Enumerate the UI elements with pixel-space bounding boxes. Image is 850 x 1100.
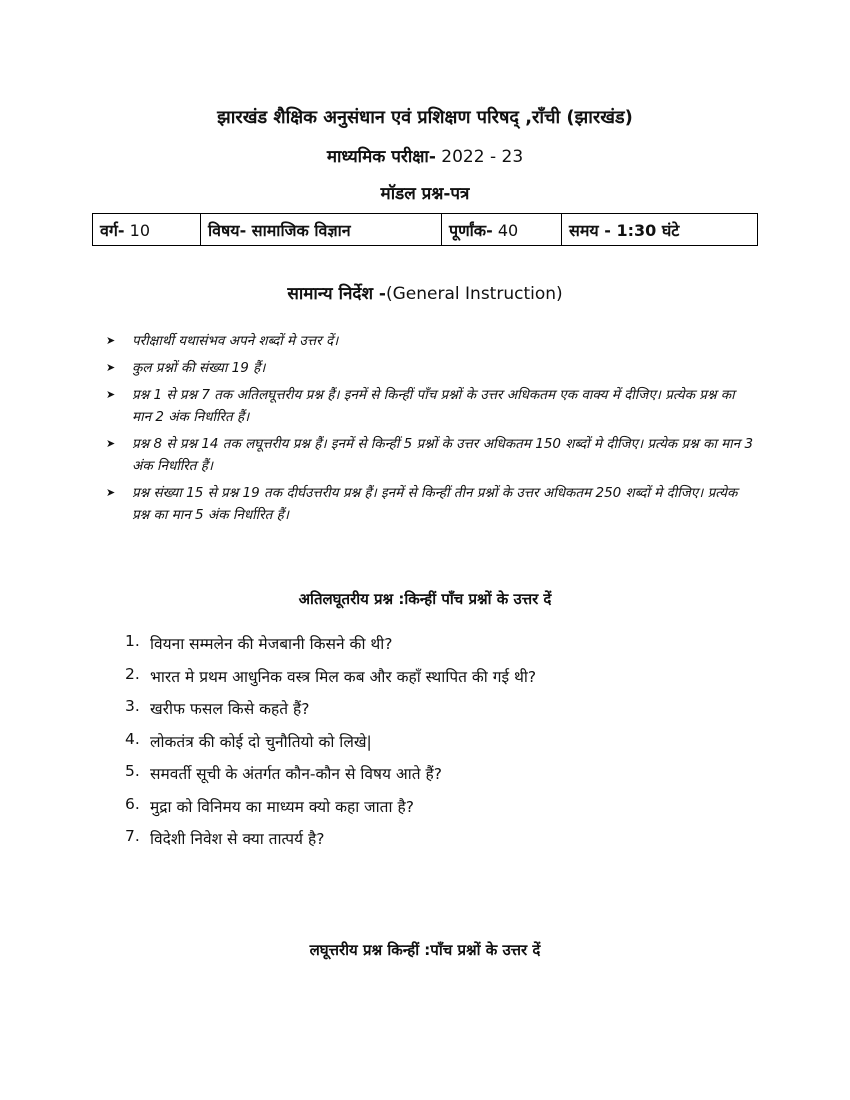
question-number: 3.: [125, 697, 140, 715]
arrow-bullet-icon: ➤: [106, 437, 116, 450]
instruction-item: [106, 357, 756, 379]
question-text: विदेशी निवेश से क्या तात्पर्य है?: [150, 830, 325, 848]
instruction-text: प्रश्न 1 से प्रश्न 7 तक अतिलघूत्तरीय प्रश्न हैं। इनमें से किन्हीं पाँच प्रश्नों के उत्तर अधिकतम एक वाक्य में दीजिए। प्रत्येक प्रश्न का मान 2 अंक निर्धारित हैं।: [132, 387, 735, 425]
instruction-item: [106, 330, 756, 352]
info-row: [93, 214, 758, 246]
question-number: 1.: [125, 632, 140, 650]
question-number: 5.: [125, 762, 140, 780]
question-item: [125, 795, 536, 828]
marks-cell: [442, 214, 562, 246]
arrow-bullet-icon: ➤: [106, 361, 116, 374]
question-item: [125, 762, 536, 795]
instruction-item: [106, 433, 756, 477]
arrow-bullet-icon: ➤: [106, 334, 116, 347]
instructions-heading: [0, 281, 850, 304]
class-cell: [93, 214, 201, 246]
organization-title: झारखंड शैक्षिक अनुसंधान एवं प्रशिक्षण परिषद् ,राँची (झारखंड): [217, 107, 633, 128]
arrow-bullet-icon: ➤: [106, 486, 116, 499]
section2-heading: लघूत्तरीय प्रश्न किन्हीं :पाँच प्रश्नों के उत्तर दें: [309, 941, 541, 959]
instruction-text: कुल प्रश्नों की संख्या 19 हैं।: [132, 360, 266, 376]
section1-heading: अतिलघूतरीय प्रश्न :किन्हीं पाँच प्रश्नों के उत्तर दें: [298, 590, 552, 608]
info-table: [92, 213, 758, 246]
paper-title: मॉडल प्रश्न-पत्र: [380, 184, 470, 204]
instruction-text: प्रश्न 8 से प्रश्न 14 तक लघूत्तरीय प्रश्न हैं। इनमें से किन्हीं 5 प्रश्नों के उत्तर अधिकतम 150 शब्दों मे दीजिए। प्रत्येक प्रश्न का मान 3 अंक निर्धारित हैं।: [132, 436, 754, 474]
instruction-text: प्रश्न संख्या 15 से प्रश्न 19 तक दीर्घउत्तरीय प्रश्न हैं। इनमें से किन्हीं तीन प्रश्नों के उत्तर अधिकतम 250 शब्दों मे दीजिए। प्रत्येक प्रश्न का मान 5 अंक निर्धारित हैं।: [132, 485, 738, 523]
exam-year: 2022 - 23: [435, 147, 524, 167]
question-number: 6.: [125, 794, 140, 813]
instructions-heading-en: (General Instruction): [386, 284, 563, 304]
instructions-list: [106, 330, 756, 531]
instruction-item: [106, 482, 756, 526]
question-text: मुद्रा को विनिमय का माध्यम क्यो कहा जाता है?: [150, 797, 414, 816]
subject-cell: विषय- सामाजिक विज्ञान: [201, 214, 442, 246]
question-number: 2.: [125, 664, 140, 683]
question-number: 7.: [125, 827, 140, 845]
instruction-item: [106, 384, 756, 428]
question-item: [125, 665, 536, 698]
instruction-text: परीक्षार्थी यथासंभव अपने शब्दों मे उत्तर दें।: [132, 333, 339, 349]
question-item: [125, 827, 536, 860]
exam-label: माध्यमिक परीक्षा-: [326, 147, 436, 167]
class-label: वर्ग-: [100, 220, 125, 240]
class-value: 10: [124, 220, 150, 240]
arrow-bullet-icon: ➤: [106, 388, 116, 401]
question-text: खरीफ फसल किसे कहते हैं?: [150, 700, 310, 718]
time-cell: समय - 1:30 घंटे: [562, 214, 758, 246]
question-number: 4.: [125, 729, 140, 748]
question-text: लोकतंत्र की कोई दो चुनौतियो को लिखे|: [150, 732, 372, 751]
question-text: वियना सम्मलेन की मेजबानी किसने की थी?: [150, 635, 393, 653]
question-item: [125, 730, 536, 763]
marks-label: पूर्णांक-: [449, 220, 493, 240]
marks-value: 40: [492, 220, 519, 240]
question-text: भारत मे प्रथम आधुनिक वस्त्र मिल कब और कहाँ स्थापित की गई थी?: [150, 667, 537, 686]
question-item: [125, 632, 536, 665]
exam-line: [0, 144, 850, 167]
question-item: [125, 697, 536, 730]
instructions-heading-hi: सामान्य निर्देश -: [287, 284, 386, 304]
question-text: समवर्ती सूची के अंतर्गत कौन-कौन से विषय आते हैं?: [150, 765, 442, 783]
section1-question-list: [125, 632, 536, 860]
